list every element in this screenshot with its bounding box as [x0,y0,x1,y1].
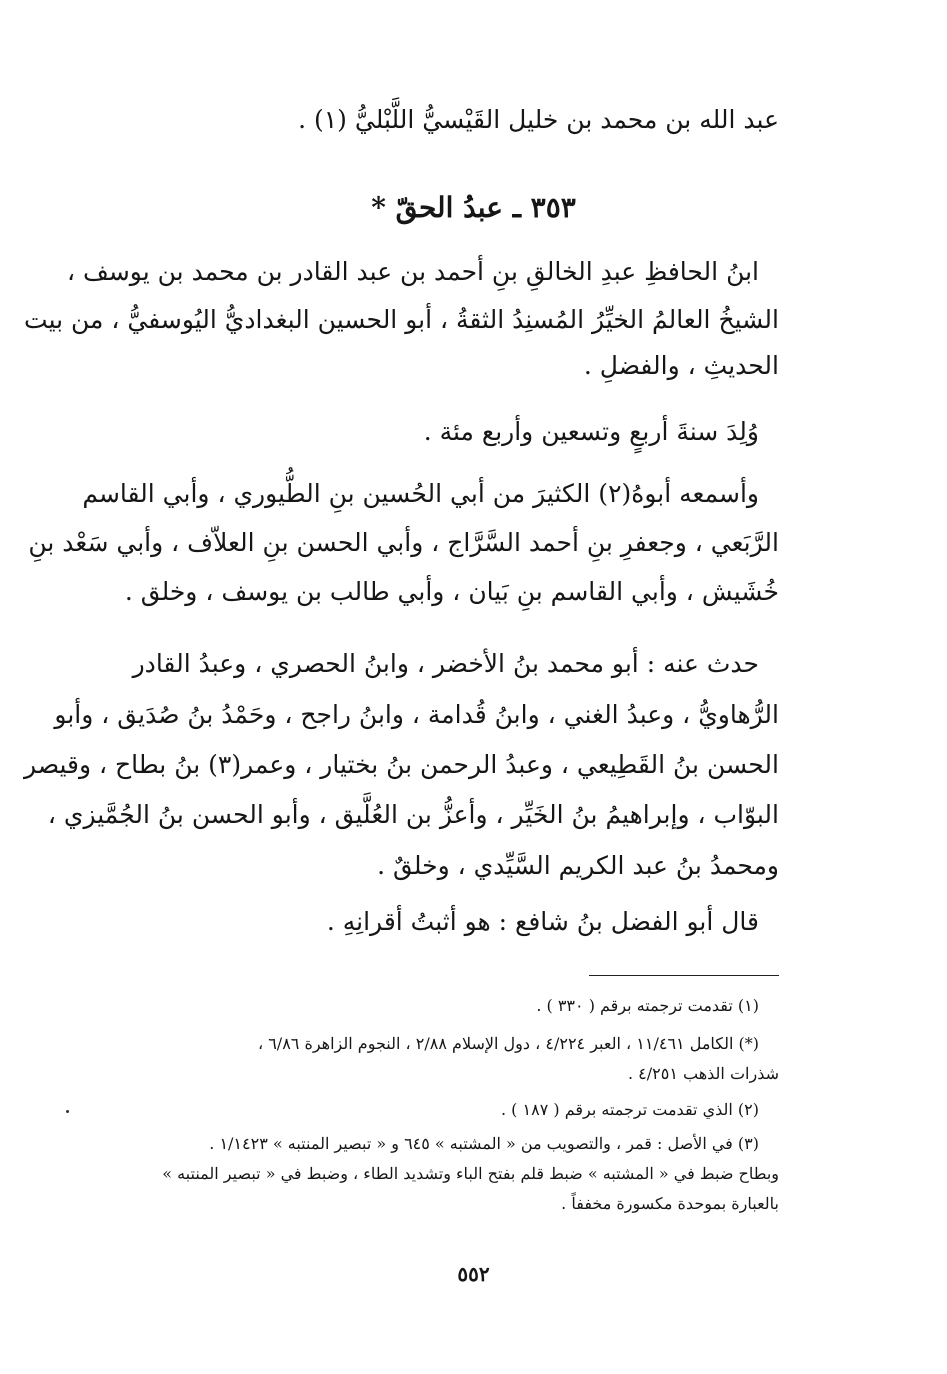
text-line: حدث عنه : أبو محمد بنُ الأخضر ، وابنُ الحصري ، وعبدُ القادر [132,649,759,678]
text-line: وأسمعه أبوهُ(٢) الكثيرَ من أبي الحُسين بنِ الطُّيوري ، وأبي القاسم [82,479,759,508]
text-line: ابنُ الحافظِ عبدِ الخالقِ بنِ أحمد بن عبد القادر بن محمد بن يوسف ، [66,257,759,286]
footnote-3-cont: بالعبارة بموحدة مكسورة مخففاً . [561,1194,779,1213]
text-line: الرُّهاويُّ ، وعبدُ الغني ، وابنُ قُدامة ، وابنُ راجح ، وحَمْدُ بنُ صُدَيق ، وأبو [54,700,779,729]
text-line: الحسن بنُ القَطِيعي ، وعبدُ الرحمن بنُ بختيار ، وعمر(٣) بنُ بطاح ، وقيصر [24,750,779,779]
text-line: البوّاب ، وإبراهيمُ بنُ الخَيِّر ، وأعزُّ بن العُلَّيق ، وأبو الحسن بنُ الجُمَّيزي ، [47,800,779,829]
footnote-2: (٢) الذي تقدمت ترجمته برقم ( ١٨٧ ) . [501,1100,759,1119]
continuation-line: عبد الله بن محمد بن خليل القَيْسيُّ اللَّبْليُّ (١) . [298,105,779,134]
text-line: الحديثِ ، والفضلِ . [583,351,779,380]
footnote-1: (١) تقدمت ترجمته برقم ( ٣٣٠ ) . [536,996,759,1015]
text-line: قال أبو الفضل بنُ شافع : هو أثبتُ أقرانِهِ . [326,907,759,936]
page-number: ٥٥٢ [457,1262,490,1286]
text-line: ومحمدُ بنُ عبد الكريم السَّيِّدي ، وخلقٌ . [377,851,779,880]
text-line: الشيخُ العالمُ الخيِّرُ المُسنِدُ الثقةُ ، أبو الحسين البغداديُّ اليُوسفيُّ ، من بيت [24,305,779,334]
text-line: خُشَيش ، وأبي القاسم بنِ بَيان ، وأبي طالب بن يوسف ، وخلق . [124,577,779,606]
footnote-sources-cont: شذرات الذهب ٤/٢٥١ . [627,1064,779,1083]
speck-mark [66,1110,69,1113]
text-line: الرَّبَعي ، وجعفرِ بنِ أحمد السَّرَّاج ، وأبي الحسن بنِ العلاّف ، وأبي سَعْد بنِ [28,528,779,557]
footnote-sources: (*) الكامل ١١/٤٦١ ، العبر ٤/٢٢٤ ، دول الإسلام ٢/٨٨ ، النجوم الزاهرة ٦/٨٦ ، [257,1034,759,1053]
footnote-3-cont: وبطاح ضبط في « المشتبه » ضبط قلم بفتح الباء وتشديد الطاء ، وضبط في « تبصير المنتبه » [162,1164,779,1183]
entry-heading: ٣٥٣ ـ عبدُ الحقّ * [371,191,576,224]
footnote-divider [589,975,779,976]
text-line: وُلِدَ سنةَ أربعٍ وتسعين وأربع مئة . [423,417,759,446]
footnote-3: (٣) في الأصل : قمر ، والتصويب من « المشتبه » ٦٤٥ و « تبصير المنتبه » ١/١٤٢٣ . [209,1134,759,1153]
